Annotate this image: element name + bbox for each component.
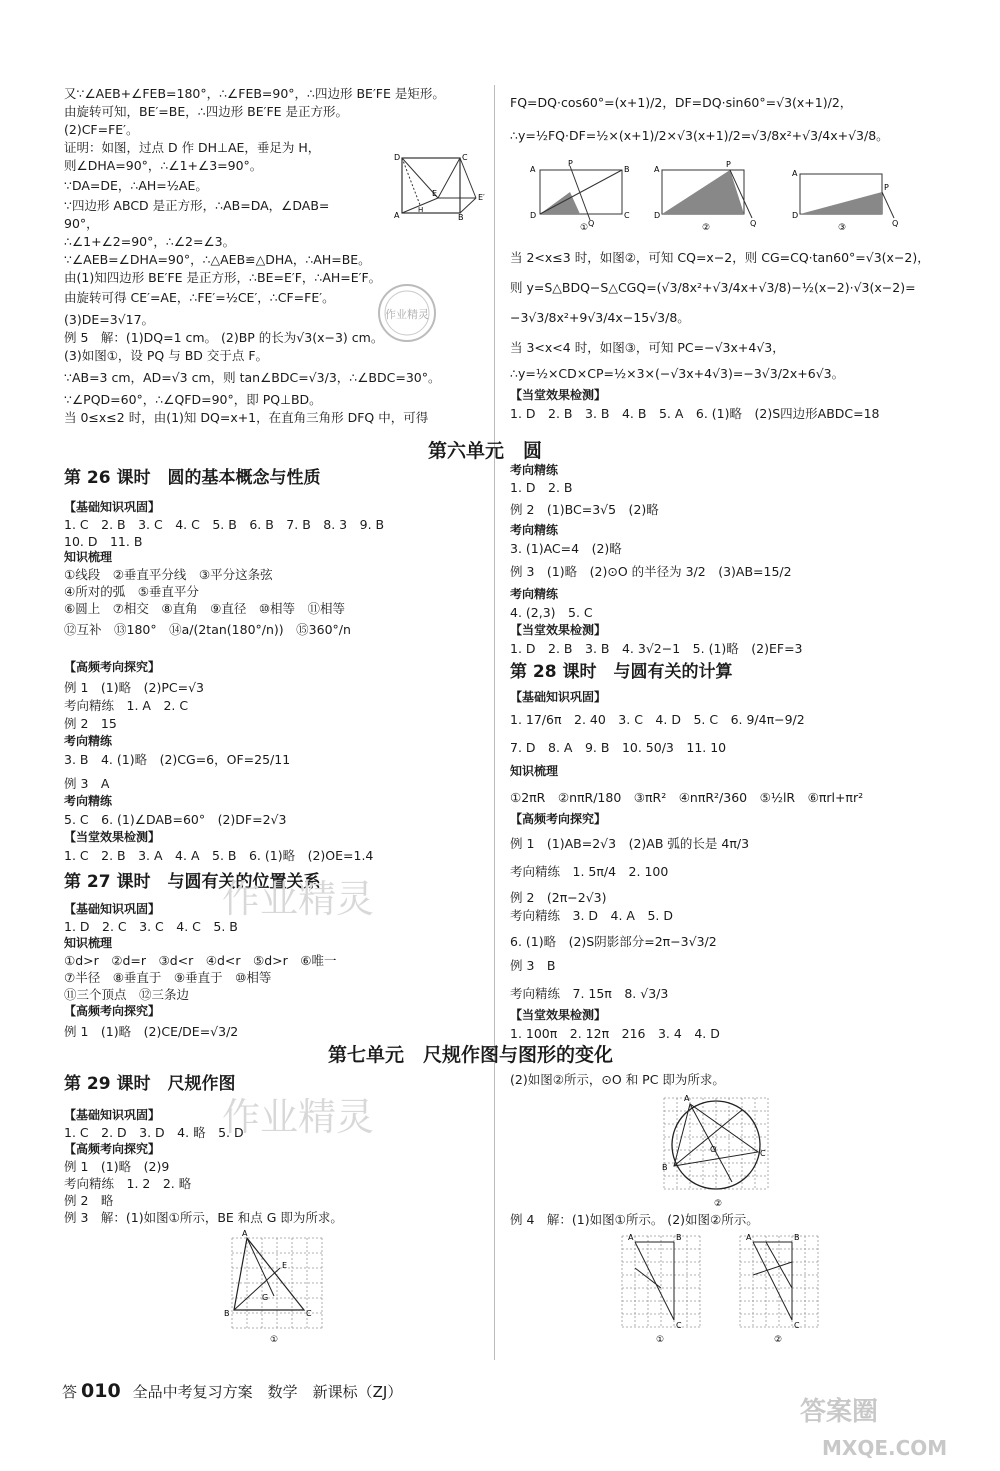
svg-text:O: O bbox=[710, 1145, 717, 1154]
text-line: 4. (2,3) 5. C bbox=[510, 605, 593, 620]
svg-text:G: G bbox=[262, 1293, 269, 1302]
section-heading: 考向精练 bbox=[510, 463, 559, 477]
unit-title: 第六单元 圆 bbox=[428, 440, 543, 462]
svg-text:C: C bbox=[760, 1149, 766, 1158]
text-line: (3)DE=3√17。 bbox=[64, 312, 155, 327]
svg-text:B: B bbox=[224, 1309, 230, 1318]
text-line: 例 1 (1)AB=2√3 (2)AB 弧的长是 4π/3 bbox=[510, 836, 750, 851]
text-line: 例 4 解：(1)如图①所示。 (2)如图②所示。 bbox=[510, 1212, 759, 1227]
svg-text:B: B bbox=[676, 1233, 682, 1242]
section-heading: 【当堂效果检测】 bbox=[510, 623, 607, 637]
svg-text:P: P bbox=[568, 160, 573, 168]
text-line: ⑦半径 ⑧垂直于 ⑨垂直于 ⑩相等 bbox=[64, 970, 272, 985]
text-line: 例 3 解：(1)如图①所示，BE 和点 G 即为所求。 bbox=[64, 1210, 343, 1225]
footer-title: 全品中考复习方案 数学 新课标（ZJ） bbox=[132, 1383, 403, 1401]
text-line: 由(1)知四边形 BE′FE 是正方形，∴BE=E′F，∴AH=E′F。 bbox=[64, 270, 382, 285]
grid-figure-ex3-1 bbox=[222, 1228, 332, 1346]
circle-grid-figure bbox=[652, 1090, 777, 1210]
section-heading: 【基础知识巩固】 bbox=[510, 690, 607, 704]
figure-label: ② bbox=[714, 1199, 723, 1209]
section-heading: 【高频考向探究】 bbox=[510, 812, 607, 826]
section-heading: 【当堂效果检测】 bbox=[510, 388, 607, 402]
svg-text:A: A bbox=[242, 1229, 248, 1238]
text-line: (2)如图②所示，⊙O 和 PC 即为所求。 bbox=[510, 1072, 725, 1087]
section-heading: 【基础知识巩固】 bbox=[64, 1108, 161, 1122]
section-heading: 考向精练 bbox=[510, 523, 559, 537]
section-heading: 考向精练 bbox=[510, 587, 559, 601]
text-line: ①d>r ②d=r ③d<r ④d<r ⑤d>r ⑥唯一 bbox=[64, 953, 337, 968]
stamp-text: 作业精灵 bbox=[385, 308, 429, 321]
section-heading: 【当堂效果检测】 bbox=[510, 1008, 607, 1022]
section-heading: 【基础知识巩固】 bbox=[64, 500, 161, 514]
text-line: 90°， bbox=[64, 216, 99, 231]
svg-text:D: D bbox=[792, 211, 799, 220]
text-line: ∵∠PQD=60°，∴∠QFD=90°，即 PQ⊥BD。 bbox=[64, 392, 322, 407]
text-line: 1. 100π 2. 12π 216 3. 4 4. D bbox=[510, 1026, 720, 1041]
text-line: FQ=DQ·cos60°=(x+1)/2，DF=DQ·sin60°=√3(x+1)/2， bbox=[510, 95, 853, 110]
text-line: 例 2 15 bbox=[64, 716, 117, 731]
text-line: 1. D 2. C 3. C 4. C 5. B bbox=[64, 919, 238, 934]
text-line: ①2πR ②nπR/180 ③πR² ④nπR²/360 ⑤½lR ⑥πrl+πr² bbox=[510, 790, 864, 805]
svg-text:Q: Q bbox=[750, 219, 757, 228]
text-line: −3√3/8x²+9√3/4x−15√3/8。 bbox=[510, 310, 690, 325]
text-line: 例 3 A bbox=[64, 776, 110, 791]
svg-text:E: E bbox=[282, 1261, 288, 1270]
lesson-title: 第 27 课时 与圆有关的位置关系 bbox=[64, 872, 321, 892]
svg-text:A: A bbox=[530, 165, 536, 174]
text-line: 当 2<x≤3 时，如图②，可知 CQ=x−2，则 CG=CQ·tan60°=√3(x−2)， bbox=[510, 250, 930, 265]
svg-text:D: D bbox=[654, 211, 661, 220]
text-line: 1. C 2. D 3. D 4. 略 5. D bbox=[64, 1125, 244, 1140]
figure-2 bbox=[652, 160, 762, 230]
square-figure bbox=[392, 150, 487, 220]
text-line: ⑥圆上 ⑦相交 ⑧直角 ⑨直径 ⑩相等 ⑪相等 bbox=[64, 601, 346, 616]
svg-text:P: P bbox=[884, 183, 889, 192]
svg-text:C: C bbox=[794, 1321, 800, 1330]
figure-label: ③ bbox=[838, 223, 847, 230]
figure-label: ① bbox=[656, 1335, 665, 1345]
section-heading: 【当堂效果检测】 bbox=[64, 830, 161, 844]
text-line: 则 y=S△BDQ−S△CGQ=(√3/8x²+√3/4x+√3/8)−½(x−2)·√3(x−2)= bbox=[510, 280, 916, 295]
svg-text:A: A bbox=[394, 211, 400, 220]
text-line: 又∵∠AEB+∠FEB=180°，∴∠FEB=90°，∴四边形 BE′FE 是矩形。 bbox=[64, 86, 445, 101]
text-line: ⑫互补 ⑬180° ⑭a/(2tan(180°/n)) ⑮360°/n bbox=[64, 622, 351, 637]
text-line: 例 2 (2π−2√3) bbox=[510, 890, 607, 905]
svg-text:B: B bbox=[662, 1163, 668, 1172]
text-line: 1. C 2. B 3. C 4. C 5. B 6. B 7. B 8. 3 9. B bbox=[64, 517, 385, 532]
text-line: 例 5 解：(1)DQ=1 cm。 (2)BP 的长为√3(x−3) cm。 bbox=[64, 330, 384, 345]
svg-text:A: A bbox=[684, 1094, 690, 1103]
text-line: 例 1 (1)略 (2)CE/DE=√3/2 bbox=[64, 1024, 239, 1039]
text-line: 考向精练 1. 5π/4 2. 100 bbox=[510, 864, 669, 879]
text-line: 由旋转可得 CE′=AE，∴FE′=½CE′，∴CF=FE′。 bbox=[64, 290, 335, 305]
text-line: ①线段 ②垂直平分线 ③平分这条弦 bbox=[64, 567, 273, 582]
svg-text:Q: Q bbox=[588, 219, 595, 228]
text-line: 当 3<x<4 时，如图③，可知 PC=−√3x+4√3， bbox=[510, 340, 785, 355]
page-number: 010 bbox=[81, 1380, 121, 1402]
stamp-icon bbox=[372, 278, 442, 348]
watermark: 作业精灵 bbox=[222, 877, 375, 921]
svg-text:E′: E′ bbox=[478, 193, 485, 202]
svg-text:B: B bbox=[458, 213, 464, 220]
svg-text:B: B bbox=[794, 1233, 800, 1242]
footer-prefix: 答 bbox=[62, 1383, 78, 1401]
text-line: 考向精练 1. 2 2. 略 bbox=[64, 1176, 192, 1191]
svg-text:A: A bbox=[746, 1233, 752, 1242]
text-line: 7. D 8. A 9. B 10. 50/3 11. 10 bbox=[510, 740, 727, 755]
svg-text:E: E bbox=[432, 189, 438, 198]
text-line: 考向精练 1. A 2. C bbox=[64, 698, 189, 713]
text-line: 考向精练 7. 15π 8. √3/3 bbox=[510, 986, 669, 1001]
site-watermark-url: MXQE.COM bbox=[822, 1436, 948, 1460]
svg-text:A: A bbox=[628, 1233, 634, 1242]
svg-text:B: B bbox=[624, 165, 630, 174]
lesson-title: 第 26 课时 圆的基本概念与性质 bbox=[64, 468, 321, 488]
unit-title: 第七单元 尺规作图与图形的变化 bbox=[328, 1044, 614, 1066]
svg-text:A: A bbox=[792, 169, 798, 178]
text-line: 10. D 11. B bbox=[64, 534, 143, 549]
text-line: 1. C 2. B 3. A 4. A 5. B 6. (1)略 (2)OE=1.4 bbox=[64, 848, 374, 863]
text-line: (3)如图①，设 PQ 与 BD 交于点 F。 bbox=[64, 348, 269, 363]
text-line: 当 0≤x≤2 时，由(1)知 DQ=x+1，在直角三角形 DFQ 中，可得 bbox=[64, 410, 429, 425]
figure-3 bbox=[790, 160, 900, 230]
text-line: 6. (1)略 (2)S阴影部分=2π−3√3/2 bbox=[510, 934, 717, 949]
text-line: ⑪三个顶点 ⑫三条边 bbox=[64, 987, 190, 1002]
page-footer bbox=[62, 1380, 402, 1404]
text-line: 例 2 略 bbox=[64, 1193, 114, 1208]
text-line: ∴y=½FQ·DF=½×(x+1)/2×√3(x+1)/2=√3/8x²+√3/4x+√3/8。 bbox=[510, 128, 889, 143]
svg-text:P: P bbox=[726, 160, 731, 169]
text-line: ∵四边形 ABCD 是正方形，∴AB=DA，∠DAB= bbox=[64, 198, 330, 213]
lesson-title: 第 29 课时 尺规作图 bbox=[64, 1074, 236, 1094]
column-divider bbox=[494, 85, 495, 1360]
grid-figure-ex4-2 bbox=[730, 1228, 830, 1346]
figure-label: ① bbox=[270, 1335, 279, 1345]
svg-text:C: C bbox=[306, 1309, 312, 1318]
text-line: 1. D 2. B bbox=[510, 480, 573, 495]
text-line: (2)CF=FE′。 bbox=[64, 122, 139, 137]
text-line: ∴∠1+∠2=90°，∴∠2=∠3。 bbox=[64, 234, 236, 249]
svg-text:C: C bbox=[624, 211, 630, 220]
section-heading: 【高频考向探究】 bbox=[64, 660, 161, 674]
figure-1 bbox=[528, 160, 638, 230]
text-line: 1. 17/6π 2. 40 3. C 4. D 5. C 6. 9/4π−9/2 bbox=[510, 712, 805, 727]
section-heading: 考向精练 bbox=[64, 734, 113, 748]
text-line: 5. C 6. (1)∠DAB=60° (2)DF=2√3 bbox=[64, 812, 287, 827]
text-line: 例 2 (1)BC=3√5 (2)略 bbox=[510, 502, 659, 517]
svg-text:D: D bbox=[394, 153, 401, 162]
svg-text:D: D bbox=[530, 211, 537, 220]
text-line: 1. D 2. B 3. B 4. B 5. A 6. (1)略 (2)S四边形ABDC=18 bbox=[510, 406, 880, 421]
text-line: 则∠DHA=90°，∴∠1+∠3=90°。 bbox=[64, 158, 263, 173]
figure-label: ② bbox=[702, 223, 711, 230]
section-heading: 知识梳理 bbox=[64, 550, 113, 564]
text-line: ④所对的弧 ⑤垂直平分 bbox=[64, 584, 199, 599]
svg-text:A: A bbox=[654, 165, 660, 174]
section-heading: 知识梳理 bbox=[64, 936, 113, 950]
figure-label: ② bbox=[774, 1335, 783, 1345]
section-heading: 考向精练 bbox=[64, 794, 113, 808]
text-line: ∵∠AEB=∠DHA=90°，∴△AEB≌△DHA，∴AH=BE。 bbox=[64, 252, 371, 267]
text-line: 例 1 (1)略 (2)PC=√3 bbox=[64, 680, 204, 695]
text-line: 考向精练 3. D 4. A 5. D bbox=[510, 908, 674, 923]
text-line: ∴y=½×CD×CP=½×3×(−√3x+4√3)=−3√3/2x+6√3。 bbox=[510, 366, 845, 381]
svg-text:C: C bbox=[676, 1321, 682, 1330]
text-line: 例 1 (1)略 (2)9 bbox=[64, 1159, 170, 1174]
text-line: 3. (1)AC=4 (2)略 bbox=[510, 541, 622, 556]
svg-text:C: C bbox=[462, 153, 468, 162]
text-line: 例 3 B bbox=[510, 958, 556, 973]
lesson-title: 第 28 课时 与圆有关的计算 bbox=[510, 662, 733, 682]
site-watermark-logo: 答案圈 bbox=[800, 1397, 879, 1427]
text-line: 3. B 4. (1)略 (2)CG=6，OF=25/11 bbox=[64, 752, 291, 767]
text-line: 由旋转可知，BE′=BE，∴四边形 BE′FE 是正方形。 bbox=[64, 104, 349, 119]
svg-text:Q: Q bbox=[892, 219, 899, 228]
text-line: 证明：如图，过点 D 作 DH⊥AE，垂足为 H， bbox=[64, 140, 321, 155]
watermark: 作业精灵 bbox=[222, 1095, 375, 1139]
figure-label: ① bbox=[580, 223, 589, 230]
section-heading: 【高频考向探究】 bbox=[64, 1142, 161, 1156]
section-heading: 知识梳理 bbox=[510, 764, 559, 778]
grid-figure-ex4-1 bbox=[612, 1228, 712, 1346]
text-line: 1. D 2. B 3. B 4. 3√2−1 5. (1)略 (2)EF=3 bbox=[510, 641, 803, 656]
section-heading: 【基础知识巩固】 bbox=[64, 902, 161, 916]
text-line: 例 3 (1)略 (2)⊙O 的半径为 3/2 (3)AB=15/2 bbox=[510, 564, 792, 579]
text-line: ∵DA=DE，∴AH=½AE。 bbox=[64, 178, 208, 193]
text-line: ∵AB=3 cm，AD=√3 cm，则 tan∠BDC=√3/3，∴∠BDC=30°。 bbox=[64, 370, 441, 385]
section-heading: 【高频考向探究】 bbox=[64, 1004, 161, 1018]
svg-text:H: H bbox=[418, 206, 424, 214]
